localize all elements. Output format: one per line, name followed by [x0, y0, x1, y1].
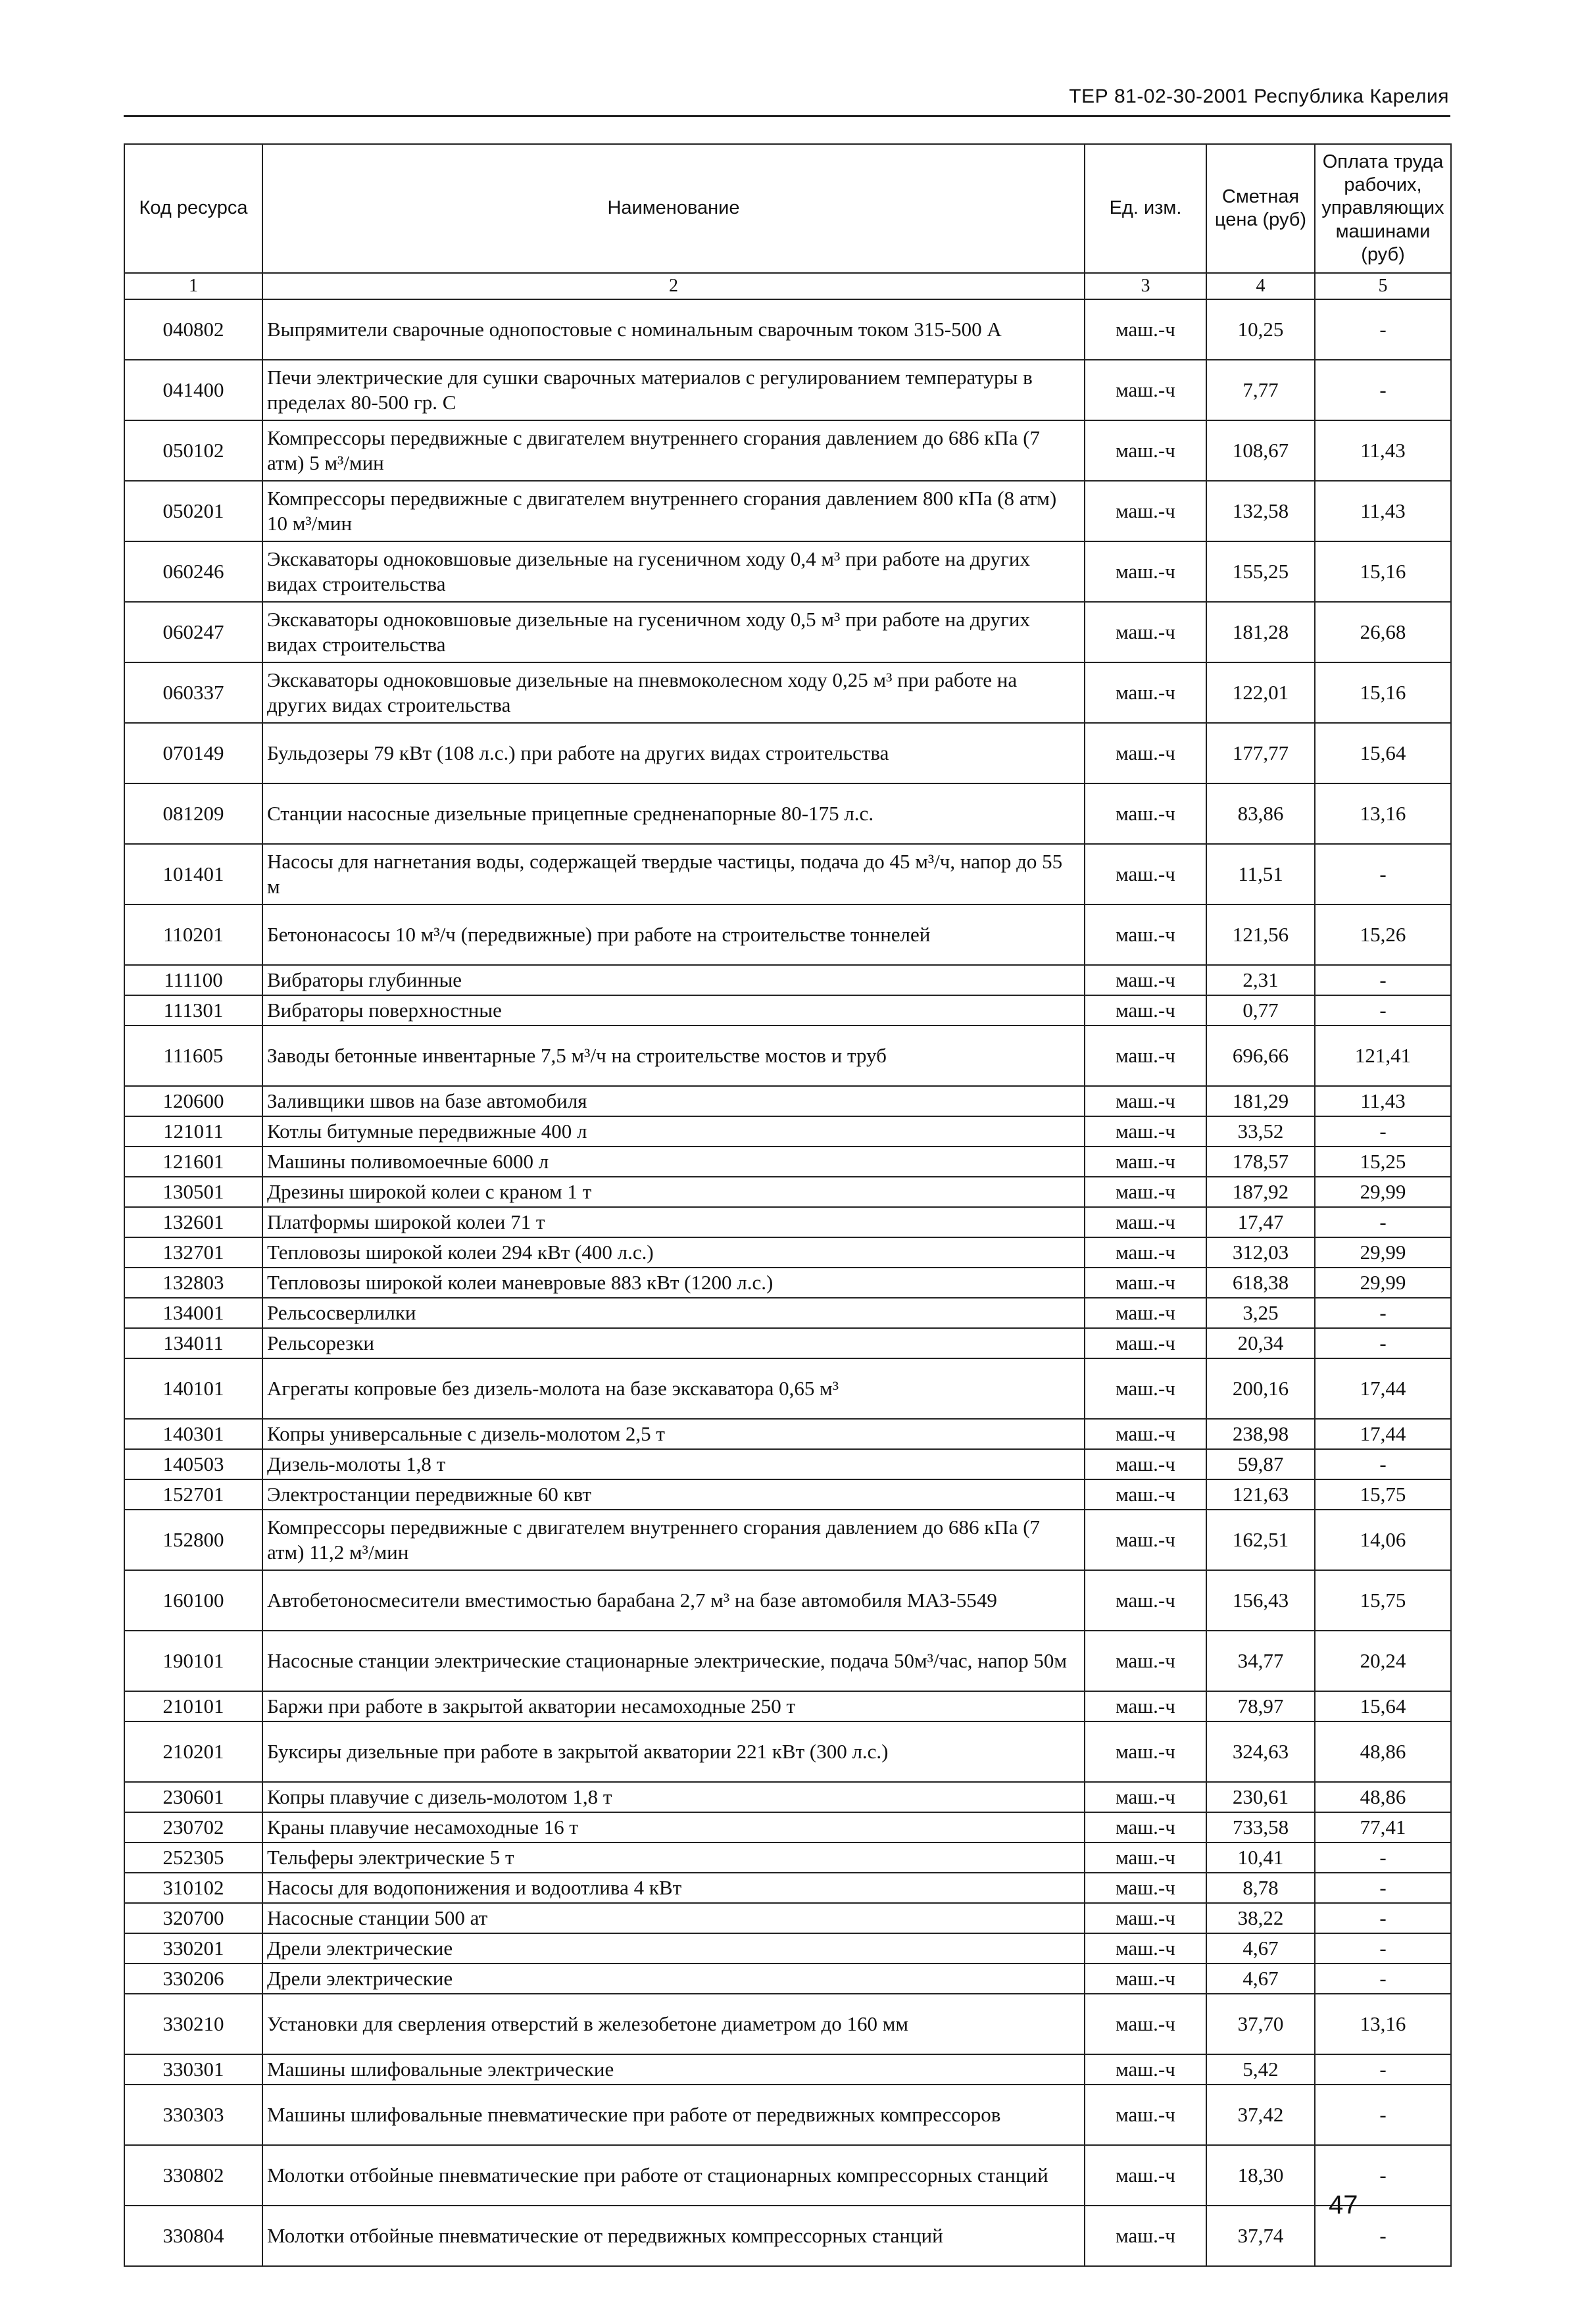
resource-name: Заводы бетонные инвентарные 7,5 м³/ч на строительстве мостов и труб	[262, 1026, 1085, 1086]
resource-unit: маш.-ч	[1085, 1237, 1206, 1268]
column-number-row	[124, 273, 1451, 299]
resource-unit: маш.-ч	[1085, 1964, 1206, 1994]
resource-code: 132701	[124, 1237, 262, 1268]
resource-code: 152701	[124, 1479, 262, 1510]
resource-name: Платформы широкой колеи 71 т	[262, 1207, 1085, 1237]
resource-labor-pay: 77,41	[1315, 1812, 1451, 1842]
resource-price: 312,03	[1206, 1237, 1315, 1268]
resource-unit: маш.-ч	[1085, 1691, 1206, 1721]
resource-labor-pay: -	[1315, 1903, 1451, 1933]
table-row	[124, 1510, 1451, 1570]
resource-code: 050201	[124, 481, 262, 541]
table-row	[124, 2145, 1451, 2206]
resource-code: 121601	[124, 1147, 262, 1177]
resource-price: 8,78	[1206, 1873, 1315, 1903]
resource-code: 152800	[124, 1510, 262, 1570]
resource-price: 200,16	[1206, 1358, 1315, 1419]
resource-unit: маш.-ч	[1085, 1026, 1206, 1086]
resource-name: Выпрямители сварочные однопостовые с номинальным сварочным током 315-500 А	[262, 299, 1085, 360]
resource-name: Автобетоносмесители вместимостью барабана 2,7 м³ на базе автомобиля МАЗ-5549	[262, 1570, 1085, 1631]
resource-unit: маш.-ч	[1085, 2054, 1206, 2085]
resource-unit: маш.-ч	[1085, 1812, 1206, 1842]
resource-name: Рельсорезки	[262, 1328, 1085, 1358]
resource-unit: маш.-ч	[1085, 2145, 1206, 2206]
resource-labor-pay: 15,64	[1315, 723, 1451, 783]
resource-price: 696,66	[1206, 1026, 1315, 1086]
column-header-price: Сметная цена (руб)	[1206, 144, 1315, 273]
resource-price: 10,25	[1206, 299, 1315, 360]
resource-name: Насосы для нагнетания воды, содержащей твердые частицы, подача до 45 м³/ч, напор до 55 м	[262, 844, 1085, 904]
resource-price: 108,67	[1206, 420, 1315, 481]
table-row	[124, 1086, 1451, 1116]
table-row	[124, 1419, 1451, 1449]
resource-code: 060246	[124, 541, 262, 602]
resource-price: 733,58	[1206, 1812, 1315, 1842]
resource-unit: маш.-ч	[1085, 1479, 1206, 1510]
resource-code: 210201	[124, 1721, 262, 1782]
resource-table	[124, 143, 1452, 2267]
resource-code: 160100	[124, 1570, 262, 1631]
resource-labor-pay: 11,43	[1315, 420, 1451, 481]
table-row	[124, 541, 1451, 602]
resource-code: 060337	[124, 662, 262, 723]
resource-labor-pay: 11,43	[1315, 1086, 1451, 1116]
table-row	[124, 1116, 1451, 1147]
resource-name: Дизель-молоты 1,8 т	[262, 1449, 1085, 1479]
table-row	[124, 1570, 1451, 1631]
resource-labor-pay: -	[1315, 2206, 1451, 2266]
table-row	[124, 420, 1451, 481]
table-row	[124, 1964, 1451, 1994]
resource-name: Печи электрические для сушки сварочных материалов с регулированием температуры в пределах 80-500 гр. С	[262, 360, 1085, 420]
resource-price: 121,56	[1206, 904, 1315, 965]
resource-unit: маш.-ч	[1085, 1873, 1206, 1903]
resource-name: Агрегаты копровые без дизель-молота на базе экскаватора 0,65 м³	[262, 1358, 1085, 1419]
resource-unit: маш.-ч	[1085, 1268, 1206, 1298]
table-row	[124, 1207, 1451, 1237]
resource-unit: маш.-ч	[1085, 299, 1206, 360]
resource-labor-pay: 15,64	[1315, 1691, 1451, 1721]
resource-code: 140301	[124, 1419, 262, 1449]
resource-name: Буксиры дизельные при работе в закрытой акватории 221 кВт (300 л.с.)	[262, 1721, 1085, 1782]
resource-labor-pay: 48,86	[1315, 1782, 1451, 1812]
resource-code: 310102	[124, 1873, 262, 1903]
table-row	[124, 1298, 1451, 1328]
resource-unit: маш.-ч	[1085, 844, 1206, 904]
resource-price: 7,77	[1206, 360, 1315, 420]
resource-price: 38,22	[1206, 1903, 1315, 1933]
resource-code: 134001	[124, 1298, 262, 1328]
column-header-code: Код ресурса	[124, 144, 262, 273]
resource-price: 187,92	[1206, 1177, 1315, 1207]
resource-labor-pay: 15,16	[1315, 541, 1451, 602]
resource-unit: маш.-ч	[1085, 481, 1206, 541]
resource-labor-pay: 15,26	[1315, 904, 1451, 965]
resource-price: 162,51	[1206, 1510, 1315, 1570]
resource-price: 17,47	[1206, 1207, 1315, 1237]
page-number: 47	[1329, 2190, 1358, 2219]
table-row	[124, 602, 1451, 662]
resource-name: Копры универсальные с дизель-молотом 2,5 т	[262, 1419, 1085, 1449]
table-row	[124, 1328, 1451, 1358]
resource-unit: маш.-ч	[1085, 1842, 1206, 1873]
resource-code: 101401	[124, 844, 262, 904]
resource-code: 130501	[124, 1177, 262, 1207]
table-row	[124, 299, 1451, 360]
resource-labor-pay: -	[1315, 1328, 1451, 1358]
resource-unit: маш.-ч	[1085, 1994, 1206, 2054]
resource-labor-pay: 121,41	[1315, 1026, 1451, 1086]
resource-unit: маш.-ч	[1085, 1086, 1206, 1116]
table-row	[124, 1873, 1451, 1903]
resource-code: 070149	[124, 723, 262, 783]
resource-code: 132803	[124, 1268, 262, 1298]
resource-code: 140503	[124, 1449, 262, 1479]
resource-name: Баржи при работе в закрытой акватории несамоходные 250 т	[262, 1691, 1085, 1721]
table-header-row	[124, 144, 1451, 273]
resource-name: Станции насосные дизельные прицепные средненапорные 80-175 л.с.	[262, 783, 1085, 844]
resource-price: 10,41	[1206, 1842, 1315, 1873]
resource-labor-pay: -	[1315, 1964, 1451, 1994]
resource-name: Экскаваторы одноковшовые дизельные на гусеничном ходу 0,5 м³ при работе на других видах строительства	[262, 602, 1085, 662]
resource-price: 11,51	[1206, 844, 1315, 904]
resource-labor-pay: 17,44	[1315, 1358, 1451, 1419]
resource-unit: маш.-ч	[1085, 541, 1206, 602]
resource-labor-pay: 17,44	[1315, 1419, 1451, 1449]
table-row	[124, 1268, 1451, 1298]
table-row	[124, 1994, 1451, 2054]
resource-code: 320700	[124, 1903, 262, 1933]
table-row	[124, 965, 1451, 995]
resource-price: 4,67	[1206, 1964, 1315, 1994]
table-row	[124, 1721, 1451, 1782]
resource-price: 78,97	[1206, 1691, 1315, 1721]
resource-name: Дрезины широкой колеи с краном 1 т	[262, 1177, 1085, 1207]
resource-unit: маш.-ч	[1085, 723, 1206, 783]
resource-labor-pay: -	[1315, 965, 1451, 995]
table-row	[124, 1782, 1451, 1812]
resource-unit: маш.-ч	[1085, 1328, 1206, 1358]
resource-unit: маш.-ч	[1085, 1721, 1206, 1782]
table-row	[124, 360, 1451, 420]
document-header-title: ТЕР 81-02-30-2001 Республика Карелия	[1069, 86, 1449, 107]
resource-name: Вибраторы поверхностные	[262, 995, 1085, 1026]
column-header-pay: Оплата труда рабочих, управляющих машинами (руб)	[1315, 144, 1451, 273]
resource-code: 121011	[124, 1116, 262, 1147]
resource-price: 18,30	[1206, 2145, 1315, 2206]
resource-unit: маш.-ч	[1085, 904, 1206, 965]
resource-price: 230,61	[1206, 1782, 1315, 1812]
resource-labor-pay: 15,75	[1315, 1479, 1451, 1510]
table-row	[124, 1903, 1451, 1933]
resource-unit: маш.-ч	[1085, 1298, 1206, 1328]
resource-unit: маш.-ч	[1085, 1207, 1206, 1237]
table-row	[124, 1026, 1451, 1086]
resource-unit: маш.-ч	[1085, 1147, 1206, 1177]
resource-price: 121,63	[1206, 1479, 1315, 1510]
resource-labor-pay: 15,16	[1315, 662, 1451, 723]
resource-code: 210101	[124, 1691, 262, 1721]
resource-price: 156,43	[1206, 1570, 1315, 1631]
resource-price: 5,42	[1206, 2054, 1315, 2085]
resource-name: Тепловозы широкой колеи 294 кВт (400 л.с.)	[262, 1237, 1085, 1268]
resource-price: 2,31	[1206, 965, 1315, 995]
resource-code: 110201	[124, 904, 262, 965]
resource-unit: маш.-ч	[1085, 420, 1206, 481]
resource-unit: маш.-ч	[1085, 1570, 1206, 1631]
resource-name: Рельсосверлилки	[262, 1298, 1085, 1328]
resource-labor-pay: 13,16	[1315, 1994, 1451, 2054]
resource-name: Дрели электрические	[262, 1964, 1085, 1994]
resource-name: Машины поливомоечные 6000 л	[262, 1147, 1085, 1177]
resource-name: Краны плавучие несамоходные 16 т	[262, 1812, 1085, 1842]
resource-unit: маш.-ч	[1085, 602, 1206, 662]
resource-code: 134011	[124, 1328, 262, 1358]
resource-unit: маш.-ч	[1085, 1116, 1206, 1147]
resource-unit: маш.-ч	[1085, 1631, 1206, 1691]
resource-unit: маш.-ч	[1085, 2206, 1206, 2266]
resource-price: 37,74	[1206, 2206, 1315, 2266]
column-header-name: Наименование	[262, 144, 1085, 273]
column-number: 5	[1315, 273, 1451, 299]
resource-labor-pay: 29,99	[1315, 1237, 1451, 1268]
column-header-unit: Ед. изм.	[1085, 144, 1206, 273]
resource-price: 155,25	[1206, 541, 1315, 602]
resource-unit: маш.-ч	[1085, 1903, 1206, 1933]
resource-labor-pay: -	[1315, 1207, 1451, 1237]
table-row	[124, 844, 1451, 904]
resource-price: 181,29	[1206, 1086, 1315, 1116]
resource-labor-pay: 29,99	[1315, 1177, 1451, 1207]
resource-name: Тельферы электрические 5 т	[262, 1842, 1085, 1873]
resource-name: Бетононасосы 10 м³/ч (передвижные) при работе на строительстве тоннелей	[262, 904, 1085, 965]
resource-unit: маш.-ч	[1085, 1782, 1206, 1812]
resource-name: Компрессоры передвижные с двигателем внутреннего сгорания давлением до 686 кПа (7 атм) 5 м³/мин	[262, 420, 1085, 481]
resource-unit: маш.-ч	[1085, 995, 1206, 1026]
resource-unit: маш.-ч	[1085, 2085, 1206, 2145]
table-row	[124, 1479, 1451, 1510]
resource-code: 330802	[124, 2145, 262, 2206]
column-number: 1	[124, 273, 262, 299]
resource-labor-pay: -	[1315, 2085, 1451, 2145]
resource-labor-pay: 48,86	[1315, 1721, 1451, 1782]
resource-labor-pay: -	[1315, 995, 1451, 1026]
resource-price: 83,86	[1206, 783, 1315, 844]
resource-name: Экскаваторы одноковшовые дизельные на пневмоколесном ходу 0,25 м³ при работе на других видах строительства	[262, 662, 1085, 723]
resource-code: 190101	[124, 1631, 262, 1691]
table-row	[124, 2054, 1451, 2085]
resource-unit: маш.-ч	[1085, 662, 1206, 723]
resource-code: 230702	[124, 1812, 262, 1842]
resource-name: Компрессоры передвижные с двигателем внутреннего сгорания давлением 800 кПа (8 атм) 10 м³/мин	[262, 481, 1085, 541]
resource-labor-pay: 14,06	[1315, 1510, 1451, 1570]
resource-code: 330210	[124, 1994, 262, 2054]
resource-unit: маш.-ч	[1085, 783, 1206, 844]
table-row	[124, 723, 1451, 783]
resource-price: 33,52	[1206, 1116, 1315, 1147]
table-row	[124, 1842, 1451, 1873]
resource-name: Котлы битумные передвижные 400 л	[262, 1116, 1085, 1147]
table-row	[124, 1358, 1451, 1419]
resource-name: Машины шлифовальные электрические	[262, 2054, 1085, 2085]
table-row	[124, 1237, 1451, 1268]
table-row	[124, 1177, 1451, 1207]
resource-labor-pay: 29,99	[1315, 1268, 1451, 1298]
resource-price: 37,42	[1206, 2085, 1315, 2145]
resource-price: 3,25	[1206, 1298, 1315, 1328]
resource-unit: маш.-ч	[1085, 1358, 1206, 1419]
resource-price: 4,67	[1206, 1933, 1315, 1964]
resource-code: 330206	[124, 1964, 262, 1994]
resource-code: 060247	[124, 602, 262, 662]
resource-price: 34,77	[1206, 1631, 1315, 1691]
resource-labor-pay: 15,75	[1315, 1570, 1451, 1631]
resource-name: Заливщики швов на базе автомобиля	[262, 1086, 1085, 1116]
table-row	[124, 1933, 1451, 1964]
resource-name: Бульдозеры 79 кВт (108 л.с.) при работе на других видах строительства	[262, 723, 1085, 783]
resource-labor-pay: 13,16	[1315, 783, 1451, 844]
table-row	[124, 783, 1451, 844]
table-row	[124, 1812, 1451, 1842]
table-row	[124, 481, 1451, 541]
table-row	[124, 1631, 1451, 1691]
resource-name: Молотки отбойные пневматические от передвижных компрессорных станций	[262, 2206, 1085, 2266]
resource-labor-pay: -	[1315, 1116, 1451, 1147]
column-number: 3	[1085, 273, 1206, 299]
table-row	[124, 2206, 1451, 2266]
header-rule	[124, 115, 1450, 117]
resource-code: 120600	[124, 1086, 262, 1116]
resource-code: 111605	[124, 1026, 262, 1086]
resource-price: 0,77	[1206, 995, 1315, 1026]
resource-labor-pay: -	[1315, 360, 1451, 420]
resource-price: 178,57	[1206, 1147, 1315, 1177]
table-row	[124, 904, 1451, 965]
resource-price: 238,98	[1206, 1419, 1315, 1449]
table-row	[124, 2085, 1451, 2145]
resource-code: 230601	[124, 1782, 262, 1812]
resource-code: 330804	[124, 2206, 262, 2266]
resource-unit: маш.-ч	[1085, 1933, 1206, 1964]
resource-name: Установки для сверления отверстий в железобетоне диаметром до 160 мм	[262, 1994, 1085, 2054]
table-row	[124, 662, 1451, 723]
resource-price: 181,28	[1206, 602, 1315, 662]
resource-labor-pay: 15,25	[1315, 1147, 1451, 1177]
resource-code: 040802	[124, 299, 262, 360]
resource-labor-pay: -	[1315, 2145, 1451, 2206]
resource-code: 111301	[124, 995, 262, 1026]
resource-code: 111100	[124, 965, 262, 995]
resource-name: Тепловозы широкой колеи маневровые 883 кВт (1200 л.с.)	[262, 1268, 1085, 1298]
table-row	[124, 995, 1451, 1026]
resource-labor-pay: -	[1315, 1298, 1451, 1328]
resource-unit: маш.-ч	[1085, 360, 1206, 420]
table-row	[124, 1147, 1451, 1177]
resource-price: 177,77	[1206, 723, 1315, 783]
resource-labor-pay: 11,43	[1315, 481, 1451, 541]
resource-name: Молотки отбойные пневматические при работе от стационарных компрессорных станций	[262, 2145, 1085, 2206]
resource-name: Машины шлифовальные пневматические при работе от передвижных компрессоров	[262, 2085, 1085, 2145]
resource-code: 330301	[124, 2054, 262, 2085]
resource-price: 20,34	[1206, 1328, 1315, 1358]
resource-code: 330303	[124, 2085, 262, 2145]
resource-price: 132,58	[1206, 481, 1315, 541]
resource-name: Копры плавучие с дизель-молотом 1,8 т	[262, 1782, 1085, 1812]
resource-name: Насосные станции электрические стационарные электрические, подача 50м³/час, напор 50м	[262, 1631, 1085, 1691]
resource-labor-pay: -	[1315, 1842, 1451, 1873]
resource-labor-pay: 20,24	[1315, 1631, 1451, 1691]
resource-price: 37,70	[1206, 1994, 1315, 2054]
resource-code: 330201	[124, 1933, 262, 1964]
resource-name: Электростанции передвижные 60 квт	[262, 1479, 1085, 1510]
resource-labor-pay: -	[1315, 844, 1451, 904]
resource-labor-pay: -	[1315, 1873, 1451, 1903]
resource-labor-pay: -	[1315, 1449, 1451, 1479]
resource-code: 050102	[124, 420, 262, 481]
resource-price: 59,87	[1206, 1449, 1315, 1479]
resource-name: Насосные станции 500 ат	[262, 1903, 1085, 1933]
resource-labor-pay: -	[1315, 299, 1451, 360]
resource-name: Экскаваторы одноковшовые дизельные на гусеничном ходу 0,4 м³ при работе на других видах строительства	[262, 541, 1085, 602]
resource-price: 122,01	[1206, 662, 1315, 723]
resource-price: 618,38	[1206, 1268, 1315, 1298]
table-row	[124, 1691, 1451, 1721]
resource-code: 252305	[124, 1842, 262, 1873]
resource-labor-pay: 26,68	[1315, 602, 1451, 662]
resource-name: Насосы для водопонижения и водоотлива 4 кВт	[262, 1873, 1085, 1903]
resource-name: Вибраторы глубинные	[262, 965, 1085, 995]
resource-unit: маш.-ч	[1085, 1510, 1206, 1570]
resource-price: 324,63	[1206, 1721, 1315, 1782]
resource-code: 081209	[124, 783, 262, 844]
resource-name: Дрели электрические	[262, 1933, 1085, 1964]
resource-unit: маш.-ч	[1085, 1449, 1206, 1479]
table-body	[124, 299, 1451, 2266]
column-number: 2	[262, 273, 1085, 299]
table-row	[124, 1449, 1451, 1479]
resource-unit: маш.-ч	[1085, 1177, 1206, 1207]
resource-unit: маш.-ч	[1085, 1419, 1206, 1449]
resource-code: 140101	[124, 1358, 262, 1419]
resource-name: Компрессоры передвижные с двигателем внутреннего сгорания давлением до 686 кПа (7 атм) 11,2 м³/мин	[262, 1510, 1085, 1570]
resource-code: 041400	[124, 360, 262, 420]
resource-code: 132601	[124, 1207, 262, 1237]
column-number: 4	[1206, 273, 1315, 299]
resource-labor-pay: -	[1315, 1933, 1451, 1964]
resource-unit: маш.-ч	[1085, 965, 1206, 995]
resource-labor-pay: -	[1315, 2054, 1451, 2085]
